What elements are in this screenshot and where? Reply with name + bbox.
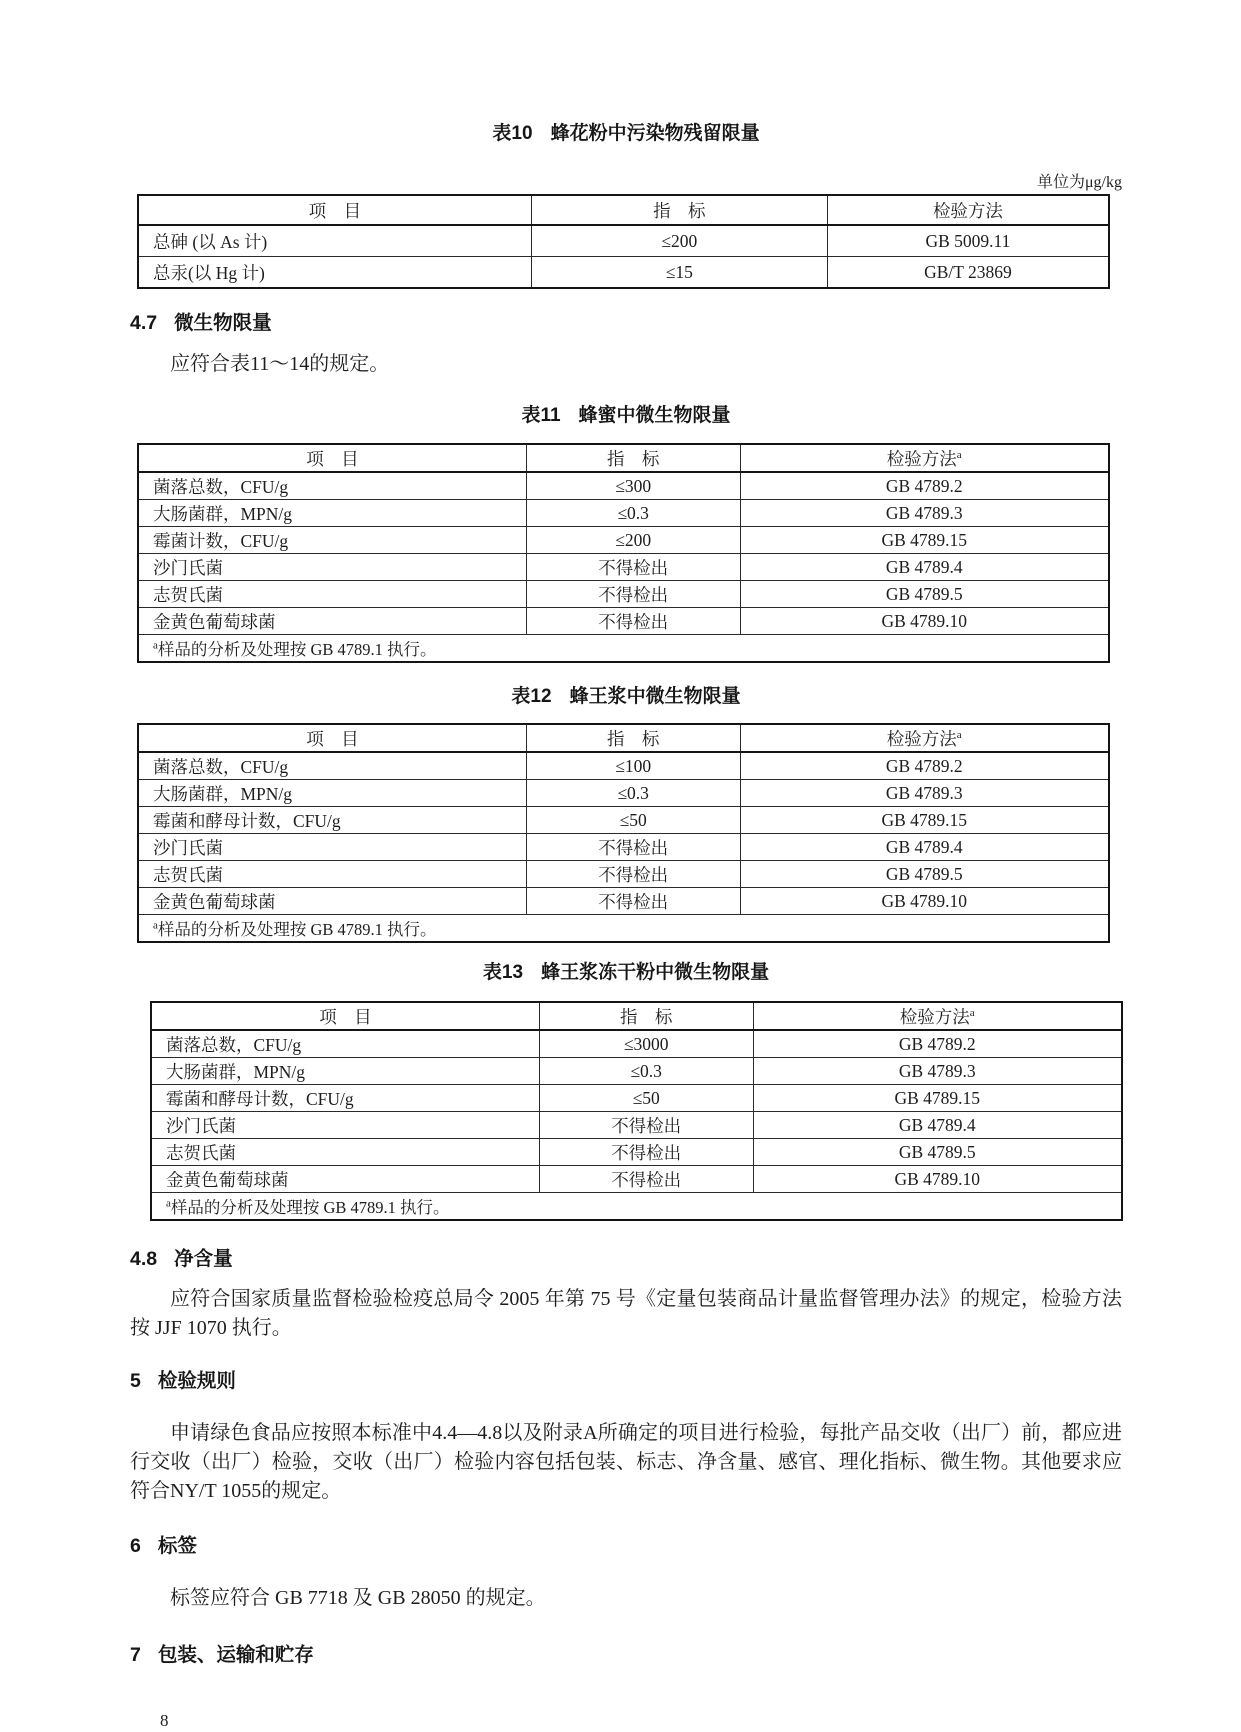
unit-note: 单位为μg/kg: [1036, 174, 1122, 191]
section-7-heading: [130, 1639, 1122, 1667]
table-cell: GB 4789.2: [740, 752, 1109, 780]
table-cell: GB 4789.5: [740, 861, 1109, 888]
table11-caption-label: 表11: [521, 405, 561, 426]
table11-footnote-row: [138, 635, 1109, 663]
table-cell: 金黄色葡萄球菌: [151, 1166, 539, 1193]
table-cell: ≤300: [526, 472, 740, 500]
table-cell: 菌落总数，CFU/g: [151, 1030, 539, 1058]
table11: [137, 443, 1110, 663]
section-5-title: 检验规则: [157, 1370, 236, 1392]
table-cell: ≤0.3: [526, 780, 740, 807]
table-cell: GB 4789.2: [753, 1030, 1122, 1058]
table13: [150, 1001, 1123, 1221]
table13-col-method: 检验方法$^a$: [753, 1002, 1122, 1030]
table11-caption: [130, 400, 1122, 427]
table-cell: 不得检出: [526, 581, 740, 608]
page-content: [0, 118, 1241, 1731]
table-cell: ≤15: [531, 257, 827, 289]
table-cell: 不得检出: [526, 861, 740, 888]
table-cell: 不得检出: [526, 554, 740, 581]
table12-header-row: [138, 724, 1109, 752]
table13-footnote-superscript: a: [166, 1197, 171, 1210]
table-cell: 菌落总数，CFU/g: [138, 752, 526, 780]
table10-col-item: 项 目: [138, 195, 531, 225]
table12: [137, 723, 1110, 943]
table11-col-method: 检验方法$^a$: [740, 444, 1109, 472]
table10-caption: [130, 118, 1122, 145]
table-row: [138, 780, 1109, 807]
table-cell: 金黄色葡萄球菌: [138, 608, 526, 635]
table-row: [138, 861, 1109, 888]
table-cell: 总砷 (以 As 计): [138, 225, 531, 257]
table-cell: 大肠菌群，MPN/g: [138, 780, 526, 807]
table-row: [138, 608, 1109, 635]
section-5-heading: [130, 1365, 1122, 1393]
table13-caption: [130, 957, 1122, 984]
table-cell: GB 4789.10: [740, 888, 1109, 915]
table13-body: [151, 1030, 1122, 1193]
table-cell: GB 4789.4: [740, 554, 1109, 581]
section-7-title: 包装、运输和贮存: [157, 1644, 314, 1666]
table-cell: 志贺氏菌: [138, 581, 526, 608]
table13-footnote-row: [151, 1193, 1122, 1221]
table-cell: GB 5009.11: [827, 225, 1109, 257]
table12-col-item: 项 目: [138, 724, 526, 752]
table11-header-row: [138, 444, 1109, 472]
table-cell: GB 4789.4: [740, 834, 1109, 861]
table-cell: GB/T 23869: [827, 257, 1109, 289]
table-cell: ≤0.3: [539, 1058, 753, 1085]
section-7-number: 7: [130, 1644, 141, 1666]
table-cell: GB 4789.3: [740, 500, 1109, 527]
table-row: [138, 581, 1109, 608]
table-cell: GB 4789.2: [740, 472, 1109, 500]
table11-footnote: $^a$样品的分析及处理按 GB 4789.1 执行。: [138, 635, 1109, 663]
table-cell: ≤50: [526, 807, 740, 834]
table-cell: 菌落总数，CFU/g: [138, 472, 526, 500]
section-4-7-title: 微生物限量: [174, 312, 272, 334]
table11-col-index: 指 标: [526, 444, 740, 472]
table12-footnote-row: [138, 915, 1109, 943]
table-row: [138, 888, 1109, 915]
table12-caption-label: 表12: [511, 686, 552, 707]
table-cell: ≤100: [526, 752, 740, 780]
table12-caption: [130, 681, 1122, 708]
table-cell: ≤50: [539, 1085, 753, 1112]
section-5-paragraph: 申请绿色食品应按照本标准中4.4—4.8以及附录A所确定的项目进行检验，每批产品交收（出厂）前，都应进行交收（出厂）检验，交收（出厂）检验内容包括包装、标志、净含量、感官、理化指标、微生物。其他要求应符合NY/T 1055的规定。: [130, 1422, 1122, 1502]
table-cell: GB 4789.3: [740, 780, 1109, 807]
table-cell: 不得检出: [526, 834, 740, 861]
table-row: [151, 1030, 1122, 1058]
table-row: [138, 257, 1109, 289]
table-row: [151, 1166, 1122, 1193]
table-cell: 沙门氏菌: [151, 1112, 539, 1139]
table-cell: ≤200: [531, 225, 827, 257]
page-number: 8: [160, 1711, 169, 1730]
table-cell: GB 4789.15: [753, 1085, 1122, 1112]
table-cell: 霉菌和酵母计数，CFU/g: [138, 807, 526, 834]
table-cell: 志贺氏菌: [138, 861, 526, 888]
section-4-8-number: 4.8: [130, 1248, 158, 1270]
table11-col-item: 项 目: [138, 444, 526, 472]
table12-caption-text: 蜂王浆中微生物限量: [569, 686, 741, 707]
table-cell: ≤3000: [539, 1030, 753, 1058]
table-cell: GB 4789.5: [753, 1139, 1122, 1166]
table-cell: GB 4789.4: [753, 1112, 1122, 1139]
table-cell: 不得检出: [539, 1112, 753, 1139]
table-cell: 不得检出: [539, 1139, 753, 1166]
table11-body: [138, 472, 1109, 635]
table-cell: 大肠菌群，MPN/g: [138, 500, 526, 527]
table-cell: 沙门氏菌: [138, 554, 526, 581]
table-row: [138, 225, 1109, 257]
table13-caption-text: 蜂王浆冻干粉中微生物限量: [541, 962, 770, 983]
table-cell: 不得检出: [526, 608, 740, 635]
table10-body: [138, 225, 1109, 288]
table13-method-superscript: a: [969, 1006, 975, 1019]
section-4-8-title: 净含量: [174, 1248, 233, 1270]
table13-col-item: 项 目: [151, 1002, 539, 1030]
table13-header-row: [151, 1002, 1122, 1030]
table-cell: 霉菌和酵母计数，CFU/g: [151, 1085, 539, 1112]
table-cell: 不得检出: [526, 888, 740, 915]
table-row: [151, 1112, 1122, 1139]
table12-body: [138, 752, 1109, 915]
section-6-number: 6: [130, 1535, 141, 1557]
table-cell: ≤0.3: [526, 500, 740, 527]
table-cell: ≤200: [526, 527, 740, 554]
table-cell: 霉菌计数，CFU/g: [138, 527, 526, 554]
table-cell: 不得检出: [539, 1166, 753, 1193]
table-row: [138, 500, 1109, 527]
table13-footnote: $^a$样品的分析及处理按 GB 4789.1 执行。: [151, 1193, 1122, 1221]
section-4-8-paragraph: 应符合国家质量监督检验检疫总局令 2005 年第 75 号《定量包装商品计量监督管理办法》的规定，检验方法按 JJF 1070 执行。: [130, 1288, 1122, 1339]
table-cell: 沙门氏菌: [138, 834, 526, 861]
table-row: [151, 1085, 1122, 1112]
table-cell: GB 4789.15: [740, 807, 1109, 834]
table-cell: GB 4789.5: [740, 581, 1109, 608]
table-row: [138, 472, 1109, 500]
section-4-7-paragraph: 应符合表11～14的规定。: [170, 353, 390, 375]
table-cell: GB 4789.3: [753, 1058, 1122, 1085]
table-row: [138, 554, 1109, 581]
table-row: [138, 834, 1109, 861]
table11-method-superscript: a: [956, 448, 962, 461]
table10-caption-label: 表10: [492, 123, 533, 144]
section-6-title: 标签: [157, 1535, 197, 1557]
table-cell: 总汞(以 Hg 计): [138, 257, 531, 289]
table13-caption-label: 表13: [482, 962, 524, 983]
table-row: [138, 807, 1109, 834]
table12-method-superscript: a: [956, 728, 962, 741]
table-cell: 志贺氏菌: [151, 1139, 539, 1166]
section-4-7-heading: [130, 307, 1122, 335]
table10-col-method: 检验方法: [827, 195, 1109, 225]
table-cell: 金黄色葡萄球菌: [138, 888, 526, 915]
table11-footnote-superscript: a: [153, 639, 158, 652]
table-row: [151, 1058, 1122, 1085]
table10-col-index: 指 标: [531, 195, 827, 225]
section-6-paragraph: 标签应符合 GB 7718 及 GB 28050 的规定。: [170, 1587, 546, 1609]
table13-col-index: 指 标: [539, 1002, 753, 1030]
table-cell: GB 4789.10: [753, 1166, 1122, 1193]
table12-footnote: $^a$样品的分析及处理按 GB 4789.1 执行。: [138, 915, 1109, 943]
section-4-7-number: 4.7: [130, 312, 158, 334]
table-row: [138, 527, 1109, 554]
table-row: [151, 1139, 1122, 1166]
table-cell: GB 4789.10: [740, 608, 1109, 635]
table12-footnote-superscript: a: [153, 919, 158, 932]
table-cell: GB 4789.15: [740, 527, 1109, 554]
table12-col-index: 指 标: [526, 724, 740, 752]
table-row: [138, 752, 1109, 780]
table11-caption-text: 蜂蜜中微生物限量: [578, 405, 731, 426]
table10-caption-text: 蜂花粉中污染物残留限量: [550, 123, 760, 144]
table10: [137, 194, 1110, 289]
section-4-8-heading: [130, 1243, 1122, 1271]
section-6-heading: [130, 1530, 1122, 1558]
table-cell: 大肠菌群，MPN/g: [151, 1058, 539, 1085]
section-5-number: 5: [130, 1370, 141, 1392]
table10-header-row: [138, 195, 1109, 225]
table12-col-method: 检验方法$^a$: [740, 724, 1109, 752]
